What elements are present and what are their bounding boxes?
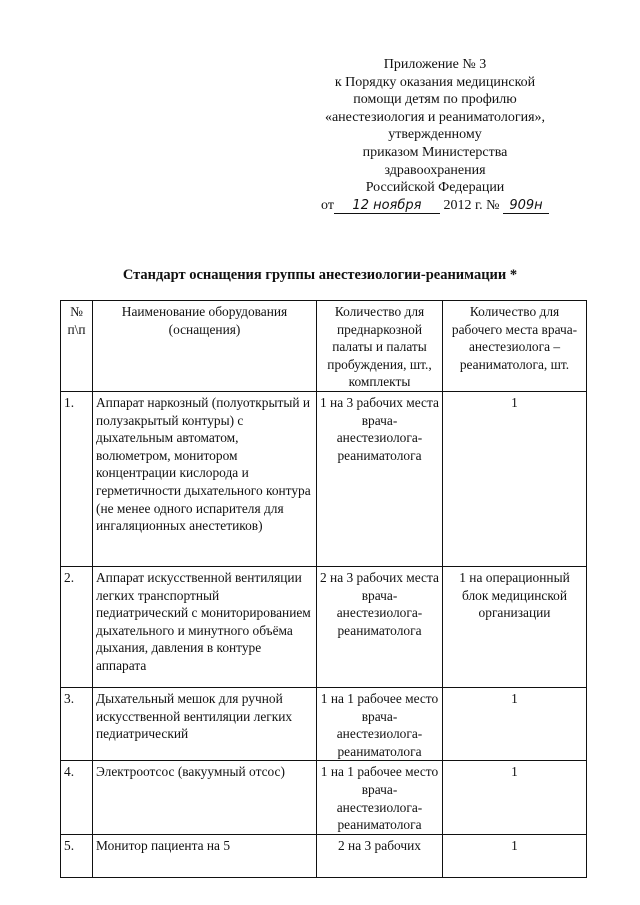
row-qty-ward: 2 на 3 рабочих <box>317 834 443 877</box>
table-header-row <box>61 301 587 392</box>
appendix-line: приказом Министерства <box>362 144 508 160</box>
order-year: 2012 г. № <box>443 197 500 213</box>
appendix-line: помощи детям по профилю <box>353 92 517 108</box>
date-prefix: от <box>321 197 334 213</box>
row-qty-ward: 2 на 3 рабочих места врача-анестезиолога-реаниматолога <box>317 566 443 687</box>
header-qty-workplace: Количество для рабочего места врача-анестезиолога – реаниматолога, шт. <box>443 301 587 392</box>
row-qty-workplace: 1 <box>443 391 587 566</box>
equipment-table <box>60 300 587 878</box>
row-equipment-name: Монитор пациента на 5 <box>93 834 317 877</box>
appendix-line: утвержденному <box>388 127 482 143</box>
row-qty-ward: 1 на 1 рабочее место врача-анестезиолога-реаниматолога <box>317 687 443 760</box>
row-equipment-name: Дыхательный мешок для ручной искусственной вентиляции легких педиатрический <box>93 687 317 760</box>
table-row <box>61 834 587 877</box>
table-row <box>61 391 587 566</box>
header-qty-ward: Количество для преднаркозной палаты и палаты пробуждения, шт., комплекты <box>317 301 443 392</box>
appendix-line: к Порядку оказания медицинской <box>334 74 536 90</box>
handwritten-date: 12 ноября <box>334 199 440 214</box>
row-qty-workplace: 1 <box>443 834 587 877</box>
table-row <box>61 566 587 687</box>
row-qty-workplace: 1 на операционный блок медицинской организации <box>443 566 587 687</box>
row-number: 1. <box>61 391 93 566</box>
handwritten-order-number: 909н <box>503 199 549 214</box>
header-equipment-name: Наименование оборудования (оснащения) <box>93 301 317 392</box>
document-title: Стандарт оснащения группы анестезиологии-реанимации * <box>122 267 518 283</box>
row-number: 2. <box>61 566 93 687</box>
appendix-line: здравоохранения <box>384 162 486 178</box>
row-number: 3. <box>61 687 93 760</box>
row-qty-ward: 1 на 3 рабочих места врача-анестезиолога-реаниматолога <box>317 391 443 566</box>
row-qty-ward: 1 на 1 рабочее место врача-анестезиолога-реаниматолога <box>317 761 443 834</box>
appendix-line: Приложение № 3 <box>383 57 487 72</box>
header-number: № п\п <box>61 301 93 392</box>
appendix-line: Российской Федерации <box>365 180 505 196</box>
row-equipment-name: Аппарат искусственной вентиляции легких транспортный педиатрический с мониторированием дыхательного и минутного объёма дыхания, давления в контуре аппарата <box>93 566 317 687</box>
row-qty-workplace: 1 <box>443 687 587 760</box>
table-row <box>61 687 587 760</box>
appendix-line: «анестезиология и реаниматология», <box>324 109 546 125</box>
row-number: 5. <box>61 834 93 877</box>
row-number: 4. <box>61 761 93 834</box>
row-qty-workplace: 1 <box>443 761 587 834</box>
row-equipment-name: Электроотсос (вакуумный отсос) <box>93 761 317 834</box>
table-row <box>61 761 587 834</box>
row-equipment-name: Аппарат наркозный (полуоткрытый и полузакрытый контуры) с дыхательным автоматом, волюметром, монитором концентрации кислорода и герметичности дыхательного контура (не менее одного испарителя для ингаляционных анестетиков) <box>93 391 317 566</box>
